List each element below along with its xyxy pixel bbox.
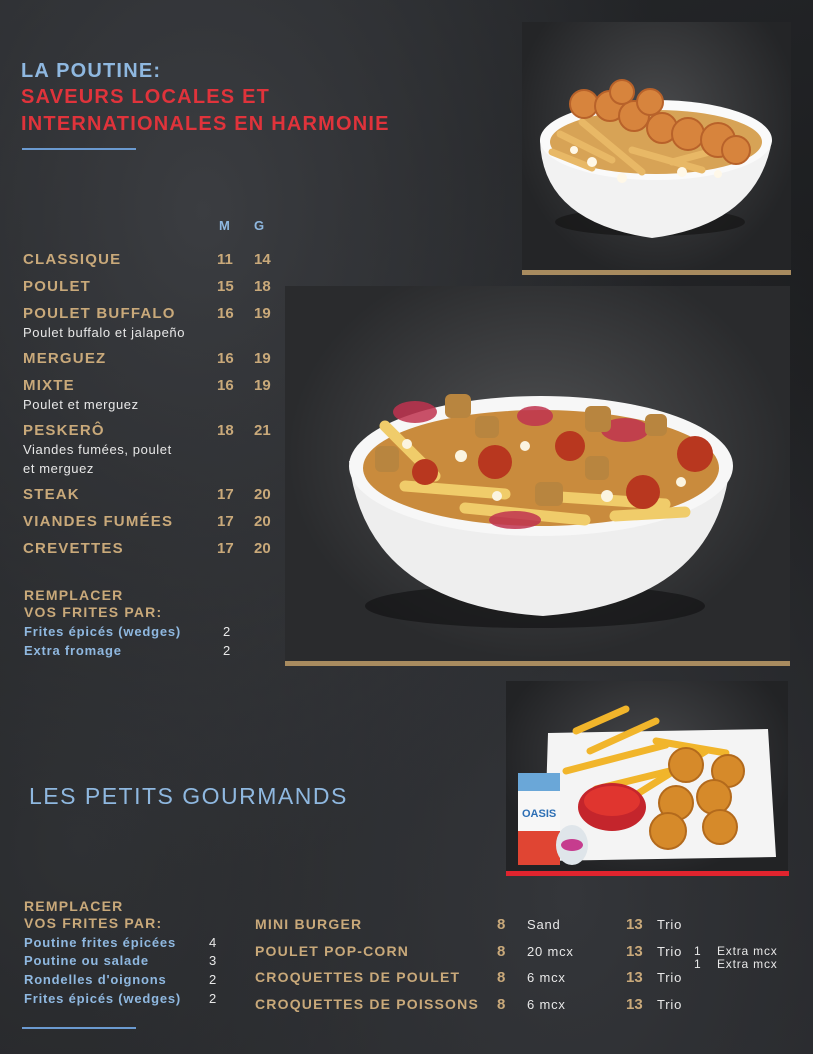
- replace-title: REMPLACER: [24, 587, 124, 603]
- mixed-poutine-photo: [285, 286, 790, 661]
- footer-divider: [22, 1027, 136, 1029]
- kids-replace-option: Frites épicés (wedges): [24, 991, 182, 1006]
- price-m: 16: [217, 350, 234, 367]
- kids-item-price: 8: [497, 943, 506, 960]
- extra-qty: 1: [694, 957, 702, 971]
- kids-item-option: 6 mcx: [527, 997, 566, 1012]
- kids-item-name: MINI BURGER: [255, 916, 363, 932]
- size-m-header: M: [219, 218, 231, 233]
- kids-replace-price: 2: [209, 991, 218, 1006]
- price-g: 19: [254, 377, 271, 394]
- kids-trio-label: Trio: [657, 997, 683, 1012]
- kids-item-option: Sand: [527, 917, 561, 932]
- replace-price: 2: [223, 643, 232, 658]
- kids-trio-price: 13: [626, 969, 643, 986]
- price-g: 20: [254, 486, 271, 503]
- item-description: Poulet et merguez: [23, 397, 139, 412]
- shrimp-poutine-photo: [522, 22, 791, 270]
- replace-price: 2: [223, 624, 232, 639]
- size-g-header: G: [254, 218, 265, 233]
- item-name: VIANDES FUMÉES: [23, 513, 174, 530]
- kids-replace-option: Rondelles d'oignons: [24, 972, 167, 987]
- item-description: Viandes fumées, poulet: [23, 442, 172, 457]
- item-name: MIXTE: [23, 377, 75, 394]
- replace-option: Frites épicés (wedges): [24, 624, 182, 639]
- kids-trio-label: Trio: [657, 944, 683, 959]
- price-m: 11: [217, 251, 233, 268]
- kids-item-price: 8: [497, 916, 506, 933]
- item-name: MERGUEZ: [23, 350, 107, 367]
- kids-section-title: LES PETITS GOURMANDS: [29, 783, 348, 809]
- price-g: 19: [254, 350, 271, 367]
- kids-trio-label: Trio: [657, 970, 683, 985]
- kids-replace-price: 3: [209, 953, 218, 968]
- photo-2-bar: [285, 661, 790, 666]
- kids-meal-photo: [506, 681, 788, 871]
- item-name: CREVETTES: [23, 540, 124, 557]
- price-m: 17: [217, 540, 234, 557]
- price-m: 16: [217, 305, 234, 322]
- kids-replace-title: REMPLACER: [24, 898, 124, 914]
- price-g: 14: [254, 251, 271, 268]
- extra-label: Extra mcx: [717, 957, 778, 971]
- price-m: 16: [217, 377, 234, 394]
- header-line-2: SAVEURS LOCALES ET: [21, 86, 271, 108]
- item-name: POULET BUFFALO: [23, 305, 176, 322]
- kids-item-name: POULET POP-CORN: [255, 943, 410, 959]
- header-line-1: LA POUTINE:: [21, 60, 162, 82]
- kids-item-name: CROQUETTES DE POULET: [255, 969, 461, 985]
- kids-replace-price: 4: [209, 935, 218, 950]
- price-g: 20: [254, 513, 271, 530]
- item-description: et merguez: [23, 461, 95, 476]
- kids-replace-option: Poutine ou salade: [24, 953, 149, 968]
- price-m: 17: [217, 486, 234, 503]
- item-description: Poulet buffalo et jalapeño: [23, 325, 186, 340]
- extra-qty: 1: [694, 944, 702, 958]
- photo-3-bar: [506, 871, 789, 876]
- kids-trio-price: 13: [626, 996, 643, 1013]
- item-name: CLASSIQUE: [23, 251, 122, 268]
- price-g: 20: [254, 540, 271, 557]
- kids-replace-option: Poutine frites épicées: [24, 935, 176, 950]
- kids-trio-price: 13: [626, 943, 643, 960]
- extra-label: Extra mcx: [717, 944, 778, 958]
- box-brand: OASIS: [522, 808, 557, 820]
- kids-trio-price: 13: [626, 916, 643, 933]
- price-m: 15: [217, 278, 234, 295]
- price-m: 18: [217, 422, 234, 439]
- kids-item-option: 20 mcx: [527, 944, 574, 959]
- header-line-3: INTERNATIONALES EN HARMONIE: [21, 113, 390, 135]
- kids-replace-price: 2: [209, 972, 218, 987]
- kids-item-name: CROQUETTES DE POISSONS: [255, 996, 479, 1012]
- header-divider: [22, 148, 136, 150]
- item-name: STEAK: [23, 486, 80, 503]
- replace-subtitle: VOS FRITES PAR:: [24, 604, 163, 620]
- item-name: PESKERÔ: [23, 422, 105, 439]
- item-name: POULET: [23, 278, 92, 295]
- photo-1-bar: [522, 270, 791, 275]
- kids-item-price: 8: [497, 969, 506, 986]
- price-g: 21: [254, 422, 271, 439]
- price-g: 19: [254, 305, 271, 322]
- kids-item-option: 6 mcx: [527, 970, 566, 985]
- price-m: 17: [217, 513, 234, 530]
- price-g: 18: [254, 278, 271, 295]
- replace-option: Extra fromage: [24, 643, 122, 658]
- kids-trio-label: Trio: [657, 917, 683, 932]
- kids-item-price: 8: [497, 996, 506, 1013]
- kids-replace-subtitle: VOS FRITES PAR:: [24, 915, 163, 931]
